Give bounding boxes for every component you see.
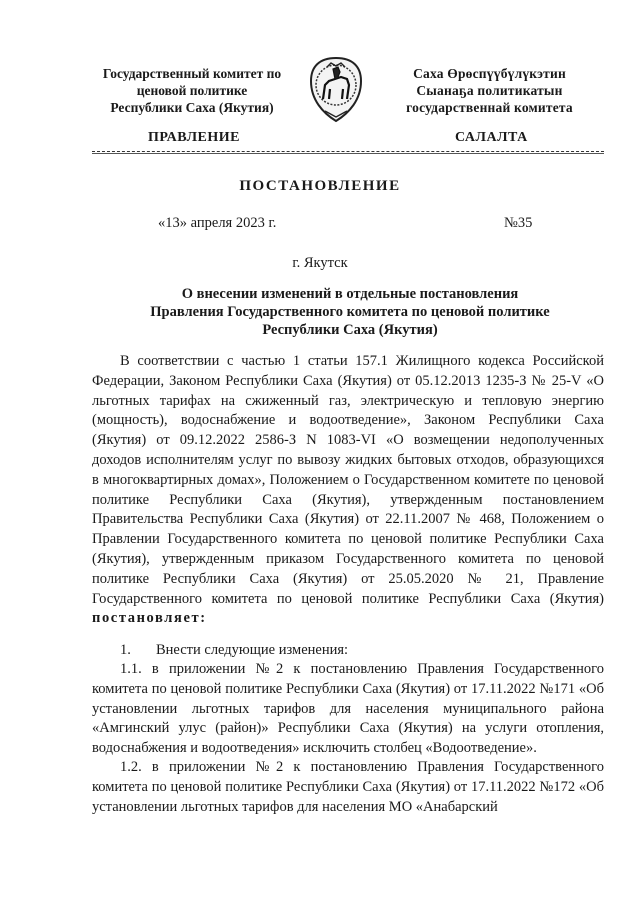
board-label-russian: ПРАВЛЕНИЕ	[148, 130, 240, 145]
item-1-1-paragraph: 1.1. в приложении №2 к постановлению Правления Государственного комитета по ценовой политике Республики Саха (Якутия) от 17.11.2022 №171 «Об установлении льготных тарифов для населения муниципального района «Амгинский улус (район)» Республики Саха (Якутия) на услуги отопления, водоснабжения и водоотведения» исключить столбец «Водоотведение».	[92, 661, 604, 757]
subject-line-1: О внесении изменений в отдельные постановления	[181, 286, 519, 302]
item-1-text: Внести следующие изменения:	[156, 642, 349, 658]
header-divider	[92, 151, 604, 152]
board-label-yakut: САЛАЛТА	[455, 130, 528, 145]
document-city: г. Якутск	[292, 255, 348, 271]
preamble-text: В соответствии с частью 1 статьи 157.1 Жилищного кодекса Российской Федерации, Законом Республики Саха (Якутия) от 05.12.2013 1235-З № 25-V «О льготных тарифах на сжиженный газ, электрическую и тепловую энергию (мощность), водоснабжение и водоотведение», Законом Республики Саха (Якутия) от 09.12.2022 2586-З N 1083-VI «О возмещении недополученных доходов исполнителям услуг по вывозу жидких бытовых отходов, образующихся в многоквартирных домах», Положением о Государственном комитете по ценовой политике Республики Саха (Якутия), утвержденным постановлением Правительства Республики Саха (Якутия) от 22.11.2007 № 468, Положением о Правлении Государственного комитета по ценовой политике Республики Саха (Якутия), утвержденным приказом Государственного комитета по ценовой политике Республики Саха (Якутия) от 25.05.2020 № 21, Правление Государственного комитета по ценовой политике Республики Саха (Якутия)	[92, 353, 604, 607]
item-1-paragraph	[92, 641, 604, 661]
document-subject	[100, 285, 600, 339]
issuer-yakut-line-1: Саха Өрөспүүбүлүкэтин	[413, 66, 566, 81]
resolves-word: постановляет:	[92, 610, 207, 627]
issuer-line-1: Государственный комитет по	[102, 66, 282, 81]
subject-line-3: Республики Саха (Якутия)	[262, 322, 438, 338]
document-type: ПОСТАНОВЛЕНИЕ	[239, 178, 401, 194]
issuer-line-2: ценовой политике	[136, 83, 248, 98]
subject-line-2: Правления Государственного комитета по ценовой политике	[150, 304, 550, 320]
issuer-name-russian	[92, 65, 292, 116]
item-1-2-paragraph: 1.2. в приложении №2 к постановлению Правления Государственного комитета по ценовой политике Республики Саха (Якутия) от 17.11.2022 №172 «Об установлении льготных тарифов для населения МО «Анабарский	[92, 759, 604, 815]
document-number: №35	[504, 215, 533, 231]
issuer-yakut-line-3: государственнай комитета	[406, 100, 573, 115]
header-divider-underline	[92, 153, 604, 154]
coat-of-arms-icon	[305, 55, 367, 125]
issuer-line-3: Республики Саха (Якутия)	[110, 100, 274, 115]
preamble-paragraph	[92, 352, 604, 629]
item-1-number: 1.	[120, 642, 131, 658]
document-date: «13» апреля 2023 г.	[158, 215, 277, 231]
issuer-name-yakut	[392, 65, 587, 116]
issuer-yakut-line-2: Сыанаҕа политикатын	[416, 83, 563, 98]
